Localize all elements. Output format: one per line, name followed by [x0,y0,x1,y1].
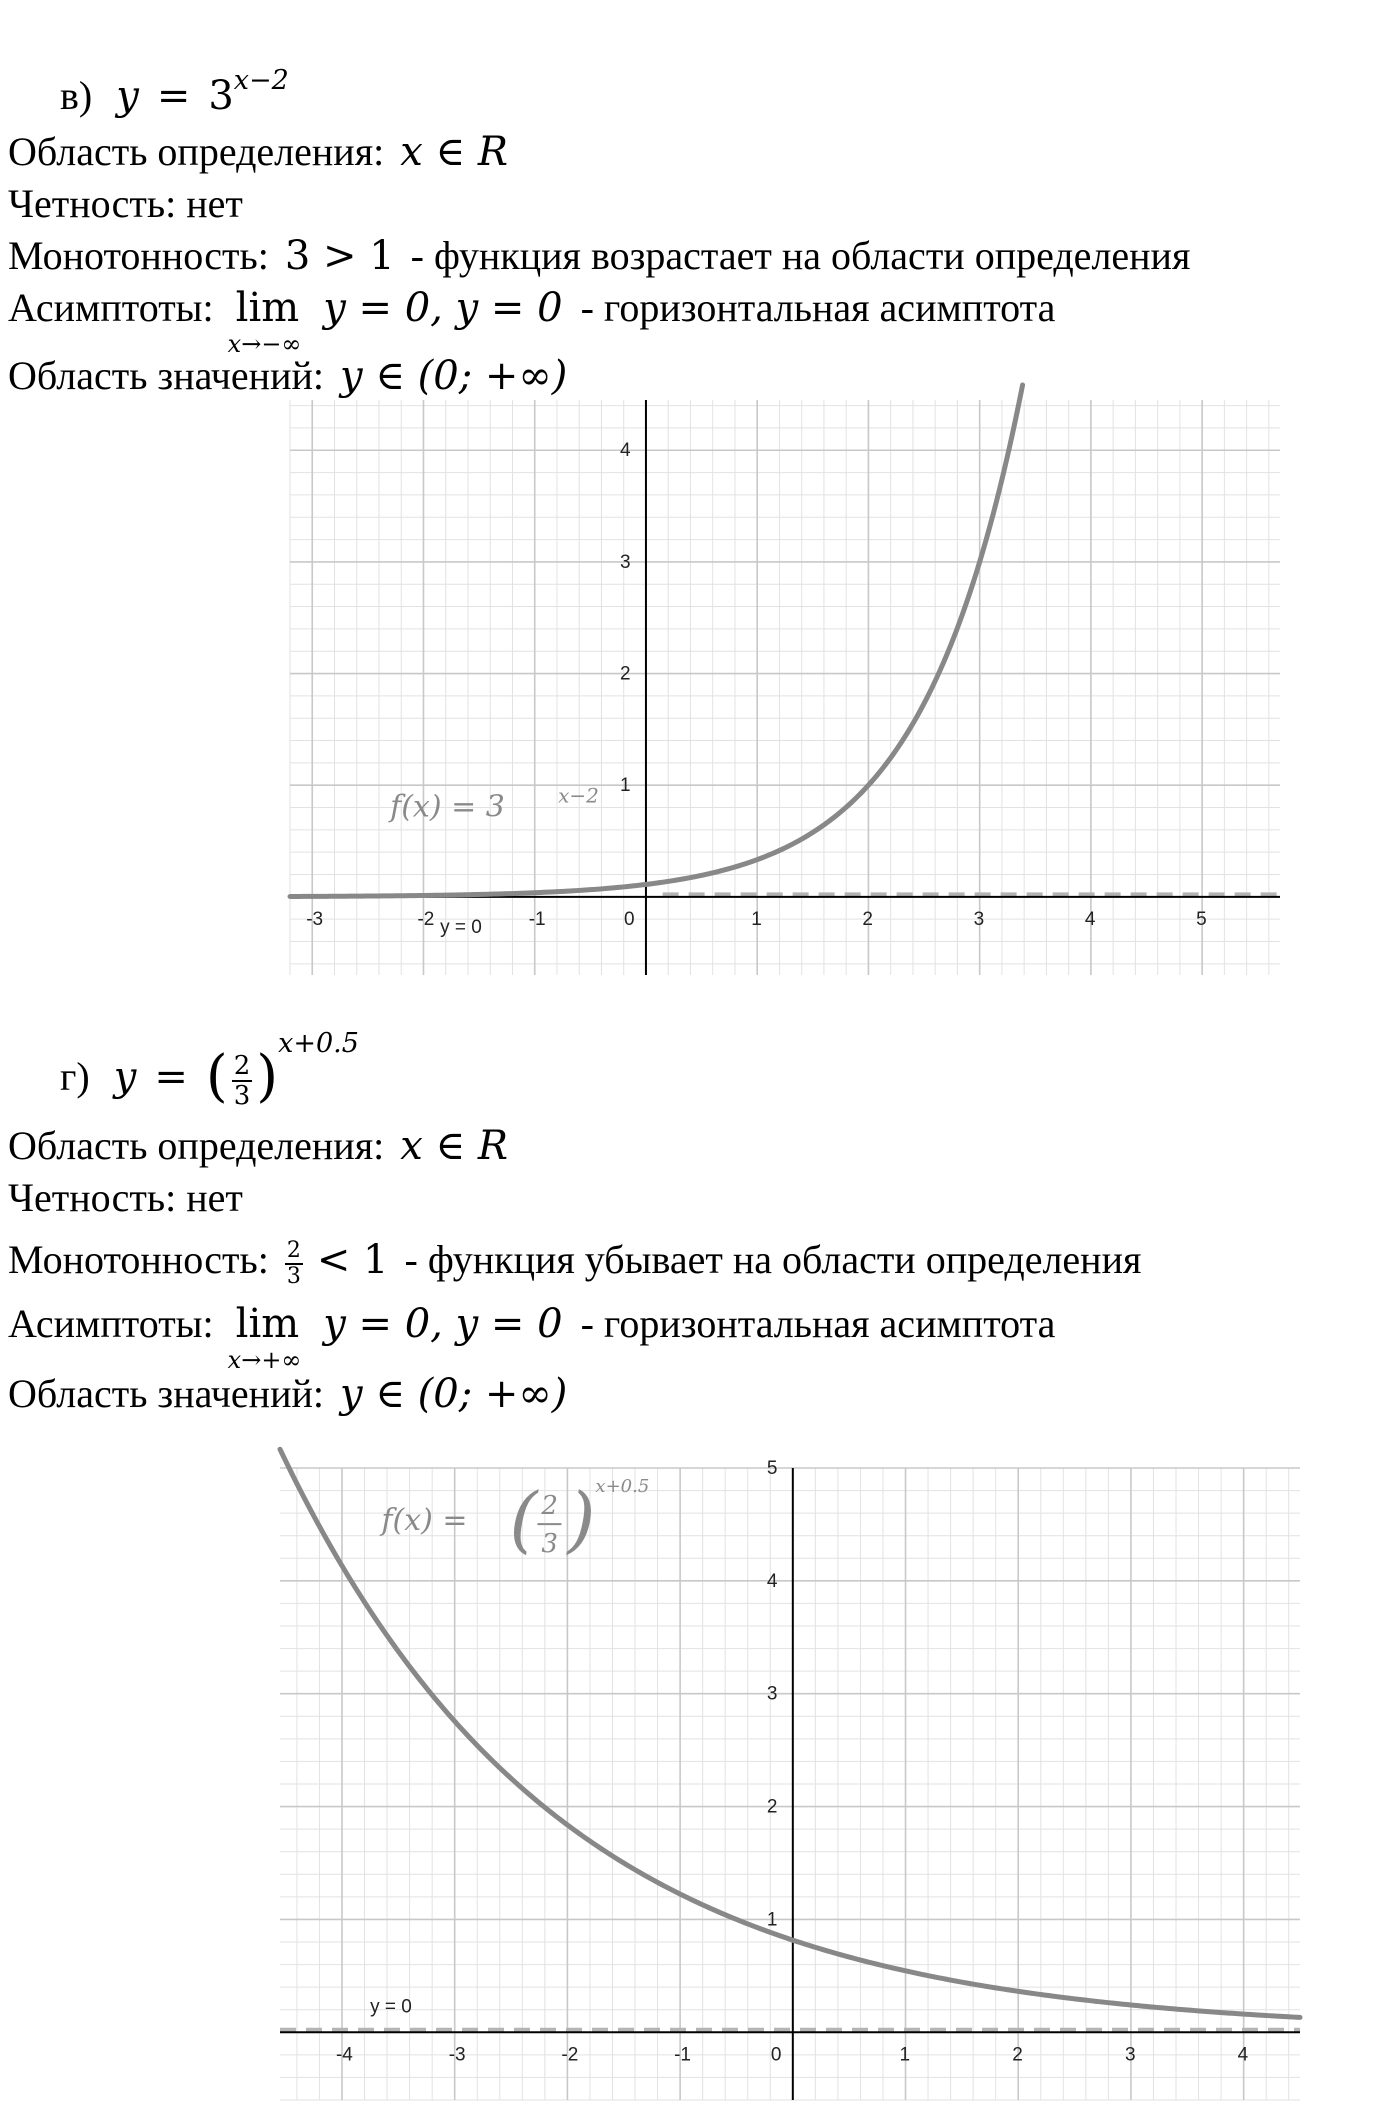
x-tick-label: -1 [528,908,546,930]
monotonic-v-text: - функция возрастает на области определения [410,233,1191,278]
x-tick-label: 2 [1012,2044,1023,2066]
x-tick-label: -1 [674,2044,692,2066]
x-tick-label: 2 [862,908,874,930]
monotonic-g-math: < 1 [316,1237,389,1283]
formula-g [60,1028,359,1111]
formula-v [60,65,289,125]
x-tick-label: 1 [899,2044,911,2066]
function-fraction-num: 2 [541,1491,558,1522]
domain-g [8,1122,508,1170]
range-v-value: y ∈ (0; +∞) [340,353,568,399]
x-tick-label: 0 [623,908,635,930]
monotonic-g-fraction [285,1239,303,1289]
domain-v-value: x ∈ R [400,129,508,175]
y-tick-label: 1 [766,1909,778,1931]
range-g-label: Область значений: [8,1371,324,1416]
function-paren-close: ) [567,1477,596,1562]
x-tick-label: -2 [561,2044,579,2066]
asymptotes-g-text: - горизонтальная асимптота [580,1301,1056,1346]
grid-minor [290,400,1280,975]
asymptotes-g-label: Асимптоты: [8,1301,214,1346]
asymptotes-v [8,284,1056,358]
graph-g [280,1458,1300,2100]
x-tick-label: 1 [751,908,762,930]
x-tick-label: 3 [1124,2044,1136,2066]
formula-v-base: 3 [208,73,234,119]
asymptotes-g-math: y = 0, y = 0 [323,1301,563,1347]
fraction-den: 3 [233,1081,251,1111]
y-tick-label: 2 [619,663,631,685]
formula-g-fraction [232,1052,253,1110]
x-tick-label: 4 [1237,2044,1249,2066]
y-tick-label: 4 [619,440,631,462]
function-label-exponent: x−2 [558,783,599,808]
formula-g-lhs: y [113,1054,137,1101]
monotonic-g [8,1236,1141,1289]
limit-g-word: lim [235,1301,300,1347]
graph-v [290,400,1280,975]
asymptote-label: y = 0 [440,916,482,938]
range-g-value: y ∈ (0; +∞) [340,1371,568,1417]
formula-v-exponent: x−2 [233,65,289,96]
monotonic-v-label: Монотонность: [8,233,269,278]
formula-v-lhs: y [116,73,139,119]
function-paren-open: ( [509,1477,538,1562]
range-v [8,352,567,400]
function-label: f(x) = 3 [390,789,505,825]
formula-g-eq: = [154,1054,188,1101]
limit-v-under: x→−∞ [227,330,302,358]
y-tick-label: 4 [766,1570,778,1592]
function-label: f(x) = [381,1503,468,1539]
item-letter-g: г) [60,1054,90,1100]
domain-g-value: x ∈ R [400,1123,508,1169]
parity-v: Четность: нет [8,181,243,226]
y-tick-label: 2 [766,1796,778,1818]
asymptotes-v-text: - горизонтальная асимптота [580,285,1056,330]
x-tick-label: -3 [306,908,324,930]
x-tick-label: 3 [973,908,985,930]
formula-g-exponent: x+0.5 [278,1028,359,1060]
parity-g: Четность: нет [8,1175,243,1220]
monotonic-fraction-num: 2 [286,1237,301,1263]
x-tick-label: 5 [1196,908,1207,930]
limit-g [227,1300,302,1374]
x-tick-label: -2 [417,908,435,930]
asymptotes-g [8,1300,1056,1374]
x-tick-label: 0 [770,2044,782,2066]
fraction-num: 2 [233,1051,251,1081]
function-label-exponent: x+0.5 [595,1476,650,1498]
function-fraction-den: 3 [541,1529,558,1560]
asymptotes-v-label: Асимптоты: [8,285,214,330]
range-g [8,1370,567,1418]
asymptote-label: y = 0 [370,1996,412,2018]
y-tick-label: 3 [766,1683,778,1705]
range-v-label: Область значений: [8,353,324,398]
formula-v-eq: = [156,73,191,119]
asymptotes-v-math: y = 0, y = 0 [323,285,563,331]
y-tick-label: 5 [766,1458,778,1479]
domain-v-label: Область определения: [8,129,385,174]
monotonic-v [8,232,1190,280]
domain-g-label: Область определения: [8,1123,385,1168]
limit-v-word: lim [235,285,300,331]
grid-major [290,400,1280,975]
monotonic-g-text: - функция убывает на области определения [404,1237,1142,1282]
paren-open: ( [205,1044,228,1109]
x-tick-label: 4 [1084,908,1096,930]
paren-close: ) [256,1044,279,1109]
domain-v [8,128,508,176]
y-tick-label: 3 [619,551,631,573]
monotonic-v-math: 3 > 1 [284,233,395,279]
limit-v [227,284,302,358]
limit-g-under: x→+∞ [227,1346,302,1374]
x-tick-label: -4 [335,2044,353,2066]
y-tick-label: 1 [619,775,631,797]
item-letter-v: в) [60,73,93,118]
monotonic-fraction-den: 3 [286,1263,301,1289]
monotonic-g-label: Монотонность: [8,1237,269,1282]
x-tick-label: -3 [448,2044,466,2066]
